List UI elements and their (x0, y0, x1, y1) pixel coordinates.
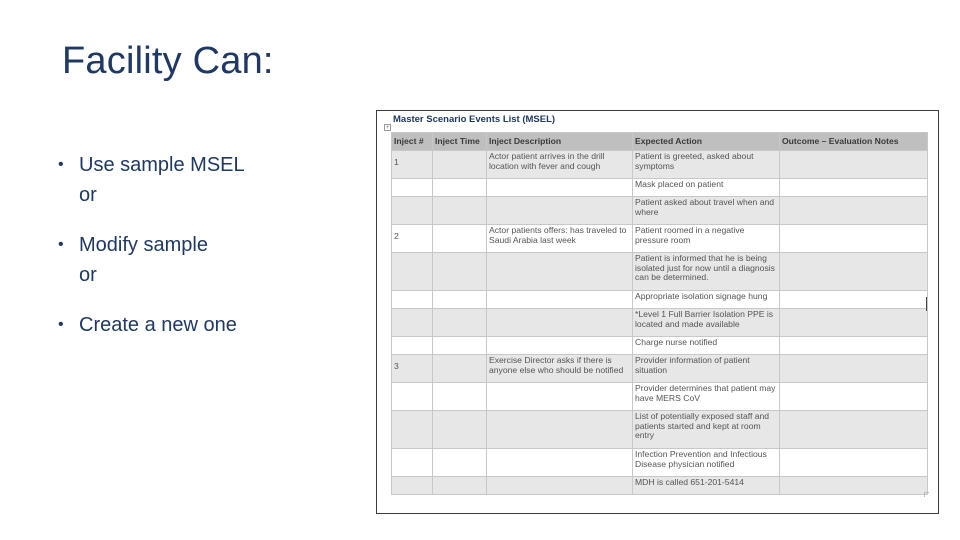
expected-action-cell: Charge nurse notified (633, 337, 780, 355)
expected-action-cell: Appropriate isolation signage hung (633, 291, 780, 309)
inject-number-cell (392, 411, 433, 449)
bullet-dot-icon: • (58, 156, 64, 173)
bullet-list (58, 150, 358, 360)
table-row (392, 355, 928, 383)
expected-action-cell: Mask placed on patient (633, 179, 780, 197)
column-header: Inject # (392, 133, 433, 151)
column-header: Expected Action (633, 133, 780, 151)
column-header: Outcome – Evaluation Notes (780, 133, 928, 151)
bullet-item (58, 230, 358, 290)
evaluation-notes-cell (780, 151, 928, 179)
inject-time-cell (433, 449, 487, 477)
inject-time-cell (433, 383, 487, 411)
inject-number-cell (392, 197, 433, 225)
expected-action-cell: Patient roomed in a negative pressure room (633, 225, 780, 253)
inject-description-cell (487, 179, 633, 197)
expected-action-cell: Provider information of patient situation (633, 355, 780, 383)
evaluation-notes-cell (780, 449, 928, 477)
evaluation-notes-cell (780, 411, 928, 449)
inject-number-cell (392, 309, 433, 337)
expected-action-cell: Provider determines that patient may have MERS CoV (633, 383, 780, 411)
evaluation-notes-cell (780, 225, 928, 253)
inject-description-cell (487, 411, 633, 449)
table-row (392, 225, 928, 253)
inject-number-cell (392, 337, 433, 355)
inject-number-cell (392, 449, 433, 477)
evaluation-notes-cell (780, 179, 928, 197)
expected-action-cell: MDH is called 651-201-5414 (633, 477, 780, 495)
inject-time-cell (433, 179, 487, 197)
expected-action-cell: *Level 1 Full Barrier Isolation PPE is located and made available (633, 309, 780, 337)
evaluation-notes-cell (780, 291, 928, 309)
bullet-text: Use sample MSEL (79, 154, 245, 176)
table-row (392, 151, 928, 179)
inject-time-cell (433, 477, 487, 495)
column-header: Inject Description (487, 133, 633, 151)
table-row (392, 197, 928, 225)
bullet-item (58, 150, 358, 210)
inject-description-cell (487, 477, 633, 495)
bullet-subtext: or (79, 184, 97, 206)
inject-time-cell (433, 337, 487, 355)
table-row (392, 411, 928, 449)
table-header-row (392, 133, 928, 151)
table-row (392, 383, 928, 411)
page-corner-mark (924, 492, 929, 497)
expected-action-cell: Patient is informed that he is being isolated just for now until a diagnosis can be determined. (633, 253, 780, 291)
evaluation-notes-cell (780, 477, 928, 495)
inject-time-cell (433, 225, 487, 253)
bullet-dot-icon: • (58, 316, 64, 333)
evaluation-notes-cell (780, 309, 928, 337)
bullet-text: Create a new one (79, 314, 237, 336)
table-move-handle-icon (384, 124, 391, 131)
inject-time-cell (433, 411, 487, 449)
inject-description-cell: Actor patients offers: has traveled to Saudi Arabia last week (487, 225, 633, 253)
inject-description-cell: Exercise Director asks if there is anyone else who should be notified (487, 355, 633, 383)
inject-description-cell (487, 383, 633, 411)
inject-number-cell (392, 291, 433, 309)
evaluation-notes-cell (780, 337, 928, 355)
inject-number-cell (392, 477, 433, 495)
inject-number-cell: 1 (392, 151, 433, 179)
inject-description-cell (487, 291, 633, 309)
table-edge-marker (926, 297, 927, 311)
bullet-dot-icon: • (58, 236, 64, 253)
inject-time-cell (433, 151, 487, 179)
table-row (392, 309, 928, 337)
bullet-subtext: or (79, 264, 97, 286)
inject-number-cell (392, 179, 433, 197)
bullet-item (58, 310, 358, 340)
expected-action-cell: Patient asked about travel when and where (633, 197, 780, 225)
table-row (392, 337, 928, 355)
inject-time-cell (433, 253, 487, 291)
document-heading: Master Scenario Events List (MSEL) (393, 114, 556, 125)
evaluation-notes-cell (780, 197, 928, 225)
expected-action-cell: List of potentially exposed staff and patients started and kept at room entry (633, 411, 780, 449)
inject-description-cell (487, 337, 633, 355)
evaluation-notes-cell (780, 355, 928, 383)
evaluation-notes-cell (780, 253, 928, 291)
inject-description-cell (487, 449, 633, 477)
evaluation-notes-cell (780, 383, 928, 411)
inject-time-cell (433, 197, 487, 225)
table-row (392, 477, 928, 495)
inject-number-cell: 2 (392, 225, 433, 253)
inject-description-cell: Actor patient arrives in the drill location with fever and cough (487, 151, 633, 179)
table-row (392, 253, 928, 291)
msel-document-image (376, 110, 939, 514)
expected-action-cell: Infection Prevention and Infectious Disease physician notified (633, 449, 780, 477)
msel-table (391, 132, 928, 495)
table-row (392, 179, 928, 197)
slide-title: Facility Can: (62, 40, 274, 82)
inject-description-cell (487, 253, 633, 291)
table-row (392, 291, 928, 309)
inject-number-cell (392, 253, 433, 291)
inject-description-cell (487, 309, 633, 337)
column-header: Inject Time (433, 133, 487, 151)
inject-time-cell (433, 291, 487, 309)
inject-time-cell (433, 355, 487, 383)
inject-description-cell (487, 197, 633, 225)
inject-time-cell (433, 309, 487, 337)
inject-number-cell (392, 383, 433, 411)
expected-action-cell: Patient is greeted, asked about symptoms (633, 151, 780, 179)
bullet-text: Modify sample (79, 234, 208, 256)
table-row (392, 449, 928, 477)
inject-number-cell: 3 (392, 355, 433, 383)
